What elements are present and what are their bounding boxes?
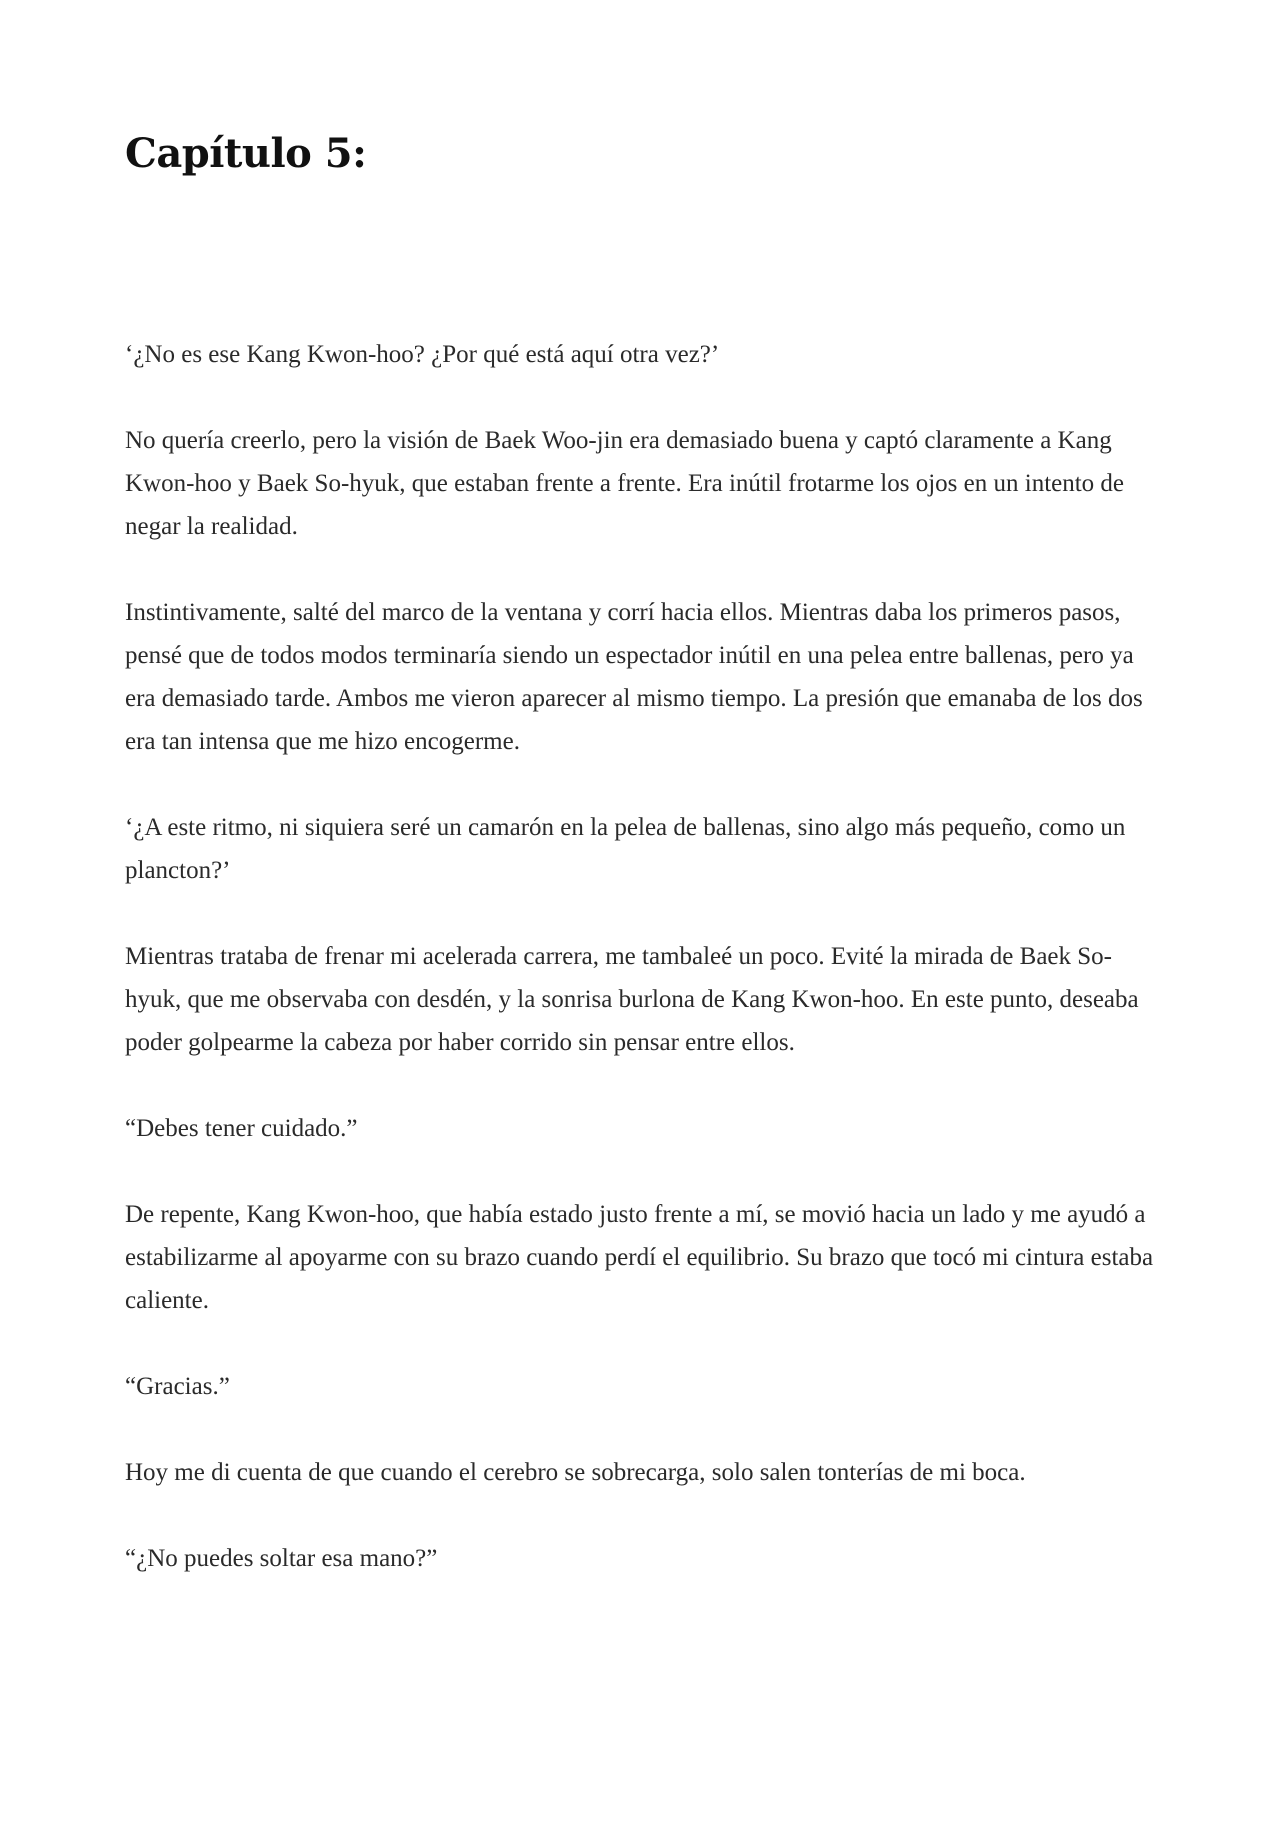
paragraph: No quería creerlo, pero la visión de Baek Woo-jin era demasiado buena y captó claramente a Kang Kwon-hoo y Baek So-hyuk, que estaban frente a frente. Era inútil frotarme los ojos en un intento de negar la realidad. [125,427,1125,540]
paragraph: ‘¿No es ese Kang Kwon-hoo? ¿Por qué está aquí otra vez?’ [125,341,720,368]
paragraph: Instintivamente, salté del marco de la ventana y corrí hacia ellos. Mientras daba los primeros pasos, pensé que de todos modos terminaría siendo un espectador inútil en una pelea entre ballenas, pero ya era demasiado tarde. Ambos me vieron aparecer al mismo tiempo. La presión que emanaba de los dos era tan intensa que me hizo encogerme. [125,599,1143,755]
chapter-title: Capítulo 5: [125,130,367,177]
chapter-body [125,333,1155,1623]
paragraph: ‘¿A este ritmo, ni siquiera seré un camarón en la pelea de ballenas, sino algo más pequeño, como un plancton?’ [125,814,1126,884]
paragraph: Mientras trataba de frenar mi acelerada carrera, me tambaleé un poco. Evité la mirada de Baek So-hyuk, que me observaba con desdén, y la sonrisa burlona de Kang Kwon-hoo. En este punto, deseaba poder golpearme la cabeza por haber corrido sin pensar entre ellos. [125,943,1139,1056]
paragraph: De repente, Kang Kwon-hoo, que había estado justo frente a mí, se movió hacia un lado y me ayudó a estabilizarme al apoyarme con su brazo cuando perdí el equilibrio. Su brazo que tocó mi cintura estaba caliente. [125,1201,1154,1314]
paragraph: “¿No puedes soltar esa mano?” [125,1545,438,1572]
paragraph: “Gracias.” [125,1373,230,1400]
paragraph: Hoy me di cuenta de que cuando el cerebro se sobrecarga, solo salen tonterías de mi boca. [125,1459,1026,1486]
paragraph: “Debes tener cuidado.” [125,1115,358,1142]
